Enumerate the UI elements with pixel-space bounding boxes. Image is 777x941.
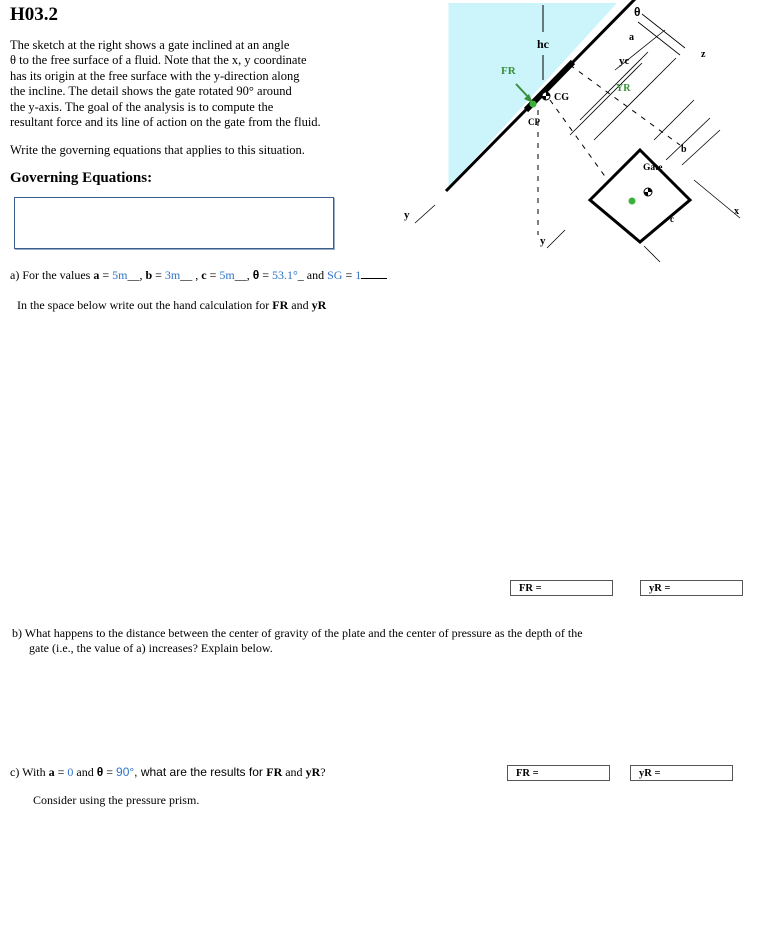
part-c-hint: Consider using the pressure prism.	[33, 793, 200, 807]
fluid-region	[448, 3, 617, 188]
sg-var: SG	[327, 268, 343, 282]
intro-line: the incline. The detail shows the gate rotated 90° around	[10, 84, 292, 99]
and-text: and	[282, 765, 306, 779]
and-text: and	[73, 765, 97, 779]
governing-equations-heading: Governing Equations:	[10, 170, 153, 186]
sg-blank	[361, 268, 387, 279]
a-var: a	[48, 765, 55, 779]
cp-point	[530, 101, 537, 108]
detail-dim-b2	[666, 118, 710, 160]
part-a-instruction-text: In the space below write out the hand calculation for	[17, 298, 273, 312]
page-title: H03.2	[10, 4, 59, 25]
b-value: 3m	[164, 268, 181, 282]
fr-label: FR	[501, 65, 516, 77]
b-var: b	[145, 268, 153, 282]
yc-label: yc	[619, 55, 630, 67]
y-left-label: y	[404, 209, 410, 221]
z-label: z	[701, 49, 706, 60]
yr-label: YR	[616, 83, 631, 94]
a-value: 0	[67, 765, 74, 779]
and-text: and	[306, 268, 325, 282]
intro-line: resultant force and its line of action on the gate from the fluid.	[10, 115, 321, 130]
part-a-prefix: a) For the values	[10, 268, 94, 282]
part-a-instruction	[17, 298, 326, 313]
detail-dim-b	[654, 100, 694, 140]
x-label: x	[734, 206, 739, 217]
intro-line: θ to the free surface of a fluid. Note that the x, y coordinate	[10, 53, 307, 68]
c-label: c	[670, 214, 674, 224]
yr-symbol: yR	[311, 298, 327, 312]
question-mark: ?	[320, 765, 326, 779]
theta-var: θ	[252, 268, 260, 282]
part-c-yr-answer-box[interactable]: yR =	[630, 765, 733, 781]
part-a-question: a) For the values a = 5m__, b = 3m__ , c = 5m__, θ = 53.1°_ and SG = 1	[10, 268, 387, 283]
a-label: a	[629, 32, 634, 43]
detail-dim-c3	[682, 130, 720, 165]
hc-label: hc	[537, 37, 549, 51]
governing-prompt: Write the governing equations that applies to this situation.	[10, 143, 305, 157]
part-b-line: gate (i.e., the value of a) increases? Explain below.	[29, 641, 273, 655]
intro-line: The sketch at the right shows a gate inclined at an angle	[10, 38, 290, 52]
intro-line: the y-axis. The goal of the analysis is to compute the	[10, 99, 274, 114]
a-value: 5m	[112, 268, 128, 282]
part-a-fr-answer-box[interactable]: FR =	[510, 580, 613, 596]
fr-symbol: FR	[272, 298, 289, 312]
part-c-suffix: , what are the results for	[134, 765, 267, 779]
theta-value: 53.1°	[271, 268, 298, 282]
b-label: b	[681, 144, 687, 155]
theta-var: θ	[96, 765, 104, 779]
intro-line: has its origin at the free surface with the y-direction along	[10, 68, 300, 83]
gate-label: Gate	[643, 163, 663, 173]
y-mid-label: y	[540, 235, 546, 247]
theta-value: 90°	[116, 765, 135, 779]
detail-dim-c2	[644, 246, 660, 262]
dim-line-yr	[570, 63, 642, 135]
y-mid-axis	[547, 230, 565, 248]
gate-cp-point	[629, 198, 636, 205]
c-value: 5m	[219, 268, 235, 282]
sg-value: 1	[355, 268, 362, 282]
yr-symbol: yR	[305, 765, 321, 779]
c-var: c	[201, 268, 207, 282]
part-b-line: b) What happens to the distance between the center of gravity of the plate and the center of pressure as the depth of the	[12, 626, 583, 640]
part-c-question: c) With a = 0 and θ = 90°, what are the results for FR and yR?	[10, 765, 326, 779]
cp-label: CP	[528, 117, 540, 127]
part-b-question	[12, 626, 583, 656]
centerline-dashed-upper	[570, 65, 680, 145]
y-left-axis	[415, 205, 435, 223]
a-var: a	[93, 268, 100, 282]
intro-paragraph	[10, 38, 360, 130]
governing-equations-input[interactable]	[14, 197, 334, 249]
gate-diagram	[380, 0, 777, 280]
and-text: and	[288, 298, 312, 312]
part-c-prefix: c) With	[10, 765, 49, 779]
theta-label: θ	[634, 5, 641, 19]
cg-label: CG	[554, 92, 569, 103]
part-c-fr-answer-box[interactable]: FR =	[507, 765, 610, 781]
part-a-yr-answer-box[interactable]: yR =	[640, 580, 743, 596]
fr-symbol: FR	[266, 765, 283, 779]
gate-detail	[590, 150, 690, 242]
dim-line-yc	[580, 52, 648, 120]
